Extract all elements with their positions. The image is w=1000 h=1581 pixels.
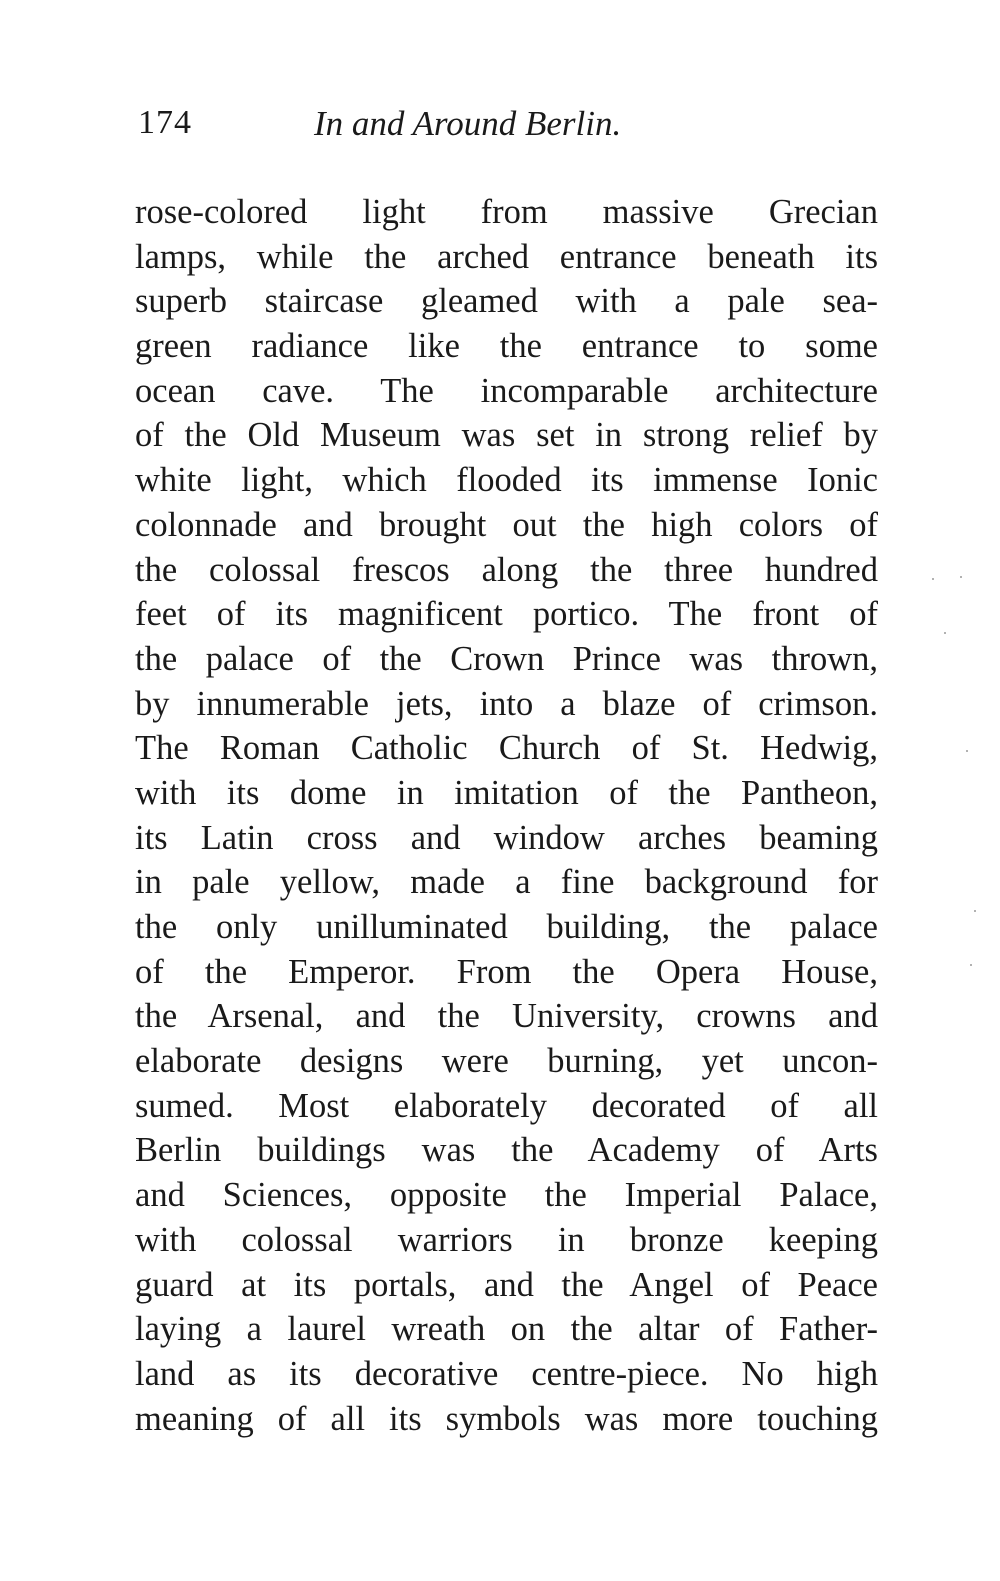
text-line: ocean cave. The incomparable architecture — [135, 371, 878, 410]
running-header — [138, 104, 878, 154]
text-line: guard at its portals, and the Angel of Peace — [135, 1265, 878, 1304]
text-line: lamps, while the arched entrance beneath its — [135, 237, 878, 276]
page-number: 174 — [138, 104, 192, 141]
running-title: In and Around Berlin. — [314, 104, 622, 143]
text-line: the colossal frescos along the three hundred — [135, 550, 878, 589]
speck — [966, 750, 968, 752]
text-line: land as its decorative centre-piece. No high — [135, 1354, 878, 1393]
speck — [960, 576, 962, 578]
text-line: Berlin buildings was the Academy of Arts — [135, 1131, 878, 1170]
text-line: colonnade and brought out the high colors of — [135, 505, 878, 544]
text-line: with colossal warriors in bronze keeping — [135, 1220, 878, 1259]
body-text — [135, 190, 878, 1441]
speck — [944, 632, 946, 634]
text-line: laying a laurel wreath on the altar of Father- — [135, 1310, 878, 1349]
text-line: by innumerable jets, into a blaze of crimson. — [135, 684, 878, 723]
text-line: its Latin cross and window arches beaming — [135, 818, 878, 857]
speck — [932, 578, 934, 580]
speck — [970, 964, 972, 966]
text-line: and Sciences, opposite the Imperial Palace, — [135, 1176, 878, 1215]
text-line: The Roman Catholic Church of St. Hedwig, — [135, 729, 878, 768]
speck — [974, 910, 976, 912]
text-line: white light, which flooded its immense Ionic — [135, 461, 878, 500]
text-line: superb staircase gleamed with a pale sea- — [135, 282, 878, 321]
text-line: the Arsenal, and the University, crowns and — [135, 997, 878, 1036]
text-line: the palace of the Crown Prince was thrown, — [135, 639, 878, 678]
text-line: sumed. Most elaborately decorated of all — [135, 1086, 878, 1125]
text-line: rose-colored light from massive Grecian — [135, 193, 878, 231]
text-line: of the Old Museum was set in strong relief by — [135, 416, 878, 455]
text-line: with its dome in imitation of the Pantheon, — [135, 773, 878, 812]
text-line: meaning of all its symbols was more touching — [135, 1399, 878, 1438]
text-line: green radiance like the entrance to some — [135, 327, 878, 366]
text-line: feet of its magnificent portico. The front of — [135, 595, 878, 634]
text-line: of the Emperor. From the Opera House, — [135, 952, 878, 991]
text-line: the only unilluminated building, the palace — [135, 908, 878, 946]
text-line: elaborate designs were burning, yet uncon- — [135, 1042, 878, 1081]
text-line: in pale yellow, made a fine background for — [135, 863, 878, 902]
